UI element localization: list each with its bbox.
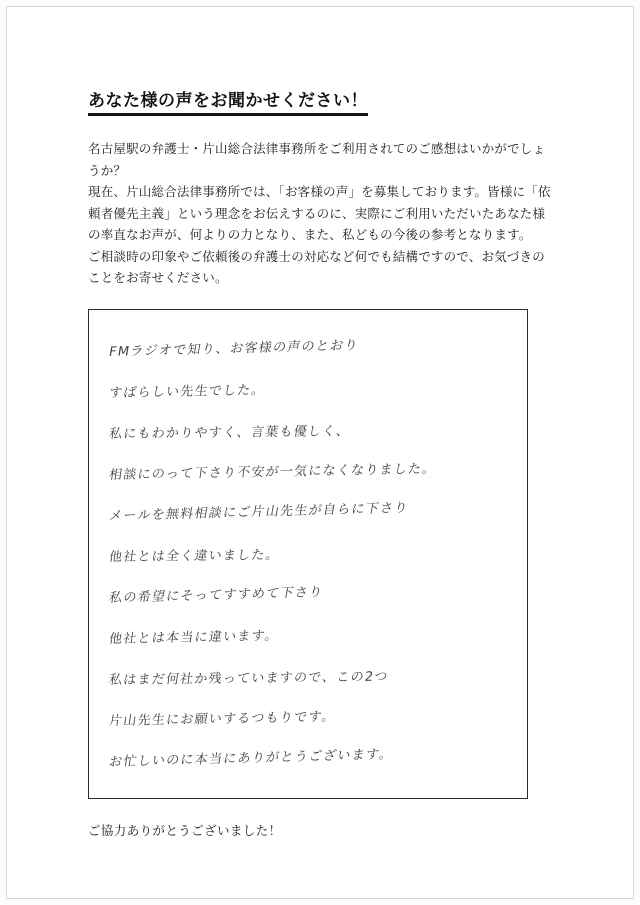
handwriting-line: 私の希望にそってすすめて下さり bbox=[107, 584, 325, 606]
handwriting-line: お忙しいのに本当にありがとうございます。 bbox=[107, 746, 395, 770]
intro-text bbox=[88, 138, 556, 289]
page-title: あなた様の声をお聞かせください！ bbox=[88, 86, 368, 116]
handwriting-line: メールを無料相談にご片山先生が自らに下さり bbox=[107, 500, 410, 524]
handwriting-line: 他社とは全く違いました。 bbox=[108, 547, 281, 565]
handwriting-line: 私はまだ何社か残っていますので、この2つ bbox=[108, 669, 390, 688]
intro-paragraph-2: 現在、片山総合法律事務所では、「お客様の声」を募集しております。皆様に「依頼者優先主義」という理念をお伝えするのに、実際にご利用いただいたあなた様の率直なお声が、何よりの力となり、また、私どもの今後の参考となります。 bbox=[88, 184, 551, 242]
handwritten-answer-box bbox=[88, 309, 528, 799]
handwriting-line: 他社とは本当に違います。 bbox=[107, 628, 280, 647]
handwriting-line: 私にもわかりやすく、言葉も優しく、 bbox=[108, 423, 352, 442]
handwriting-line: すばらしい先生でした。 bbox=[107, 382, 267, 401]
closing-text: ご協力ありがとうございました！ bbox=[88, 822, 282, 838]
handwriting-line: FMラジオで知り、お客様の声のとおり bbox=[107, 337, 360, 360]
intro-paragraph-1: 名古屋駅の弁護士・片山総合法律事務所をご利用されてのご感想はいかがでしょうか？ bbox=[88, 141, 546, 178]
handwriting-line: 相談にのって下さり不安が一気になくなりました。 bbox=[107, 461, 438, 483]
handwriting-lines bbox=[109, 332, 513, 788]
document-content bbox=[88, 86, 556, 839]
handwriting-line: 片山先生にお願いするつもりです。 bbox=[107, 709, 337, 729]
intro-paragraph-3: ご相談時の印象やご依頼後の弁護士の対応など何でも結構ですので、お気づきのことをお寄せください。 bbox=[88, 248, 545, 285]
